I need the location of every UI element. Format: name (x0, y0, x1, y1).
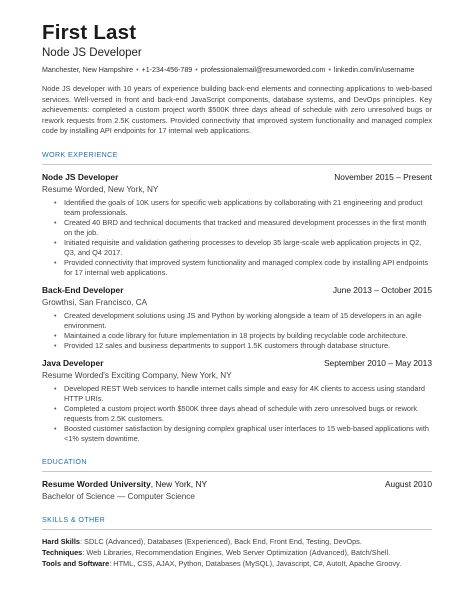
skill-label: Hard Skills (42, 537, 80, 547)
contact-email[interactable]: professionalemail@resumeworded.com (200, 66, 326, 74)
contact-line (42, 66, 432, 75)
skill-value: : Web Libraries, Recommendation Engines, Web Server Optimization (Advanced), Batch/Shell. (82, 547, 391, 557)
contact-location: Manchester, New Hampshire (42, 66, 134, 74)
bullet-item: • Identified the goals of 10K users for specific web applications by collaborating with 21 engineering and product team professionals. (64, 198, 432, 218)
resume-name: First Last (42, 21, 137, 44)
job-header (42, 358, 432, 369)
job-bullets (42, 198, 432, 278)
bullet-item: • Provided 12 sales and business departments to support 1.5K customers through database structure. (64, 341, 432, 351)
education-school: Resume Worded University (42, 478, 151, 489)
education-school-line (42, 479, 207, 490)
skill-value: : SDLC (Advanced), Databases (Experienced), Back End, Front End, Testing, DevOps. (79, 537, 362, 547)
bullet-item: • Developed REST Web services to handle internet calls simple and easy for 4K clients to access using standard HTTP URIs. (64, 384, 432, 404)
bullet-item: • Initiated requisite and validation gathering processes to develop 35 large-scale web application projects in Q2, Q3, and Q4 2017. (64, 238, 432, 258)
contact-separator: • (328, 66, 331, 74)
education-header (42, 479, 432, 490)
section-title-experience: WORK EXPERIENCE (42, 150, 118, 159)
bullet-item: • Created 40 BRD and technical documents that tracked and measured development processes in the first month on the job. (64, 218, 432, 238)
resume-role: Node JS Developer (42, 47, 142, 59)
job-company: Resume Worded's Exciting Company, New York, NY (42, 370, 232, 380)
job-dates: June 2013 – October 2015 (332, 284, 432, 295)
section-title-education: EDUCATION (42, 457, 87, 466)
contact-separator: • (136, 66, 139, 74)
bullet-item: • Provided connectivity that improved system functionality and managed complex code by installing API endpoints for 17 internal web applications. (64, 258, 432, 278)
skill-label: Tools and Software (42, 558, 110, 568)
bullet-item: • Boosted customer satisfaction by designing complex graphical user interfaces to 15 web-based applications with <1% system downtime. (64, 424, 432, 444)
skill-value: : HTML, CSS, AJAX, Python, Databases (MySQL), Javascript, C#, AutoIt, Apache Groovy. (109, 558, 402, 568)
skill-line (42, 548, 432, 559)
summary-paragraph: Node JS developer with 10 years of experience building back-end elements and connecting applications to web-based services. Well-versed in front and back-end JavaScript components, database systems, and DevOps principles. Key achievements: completed a custom project worth $500K three days ahead of schedule with zero unresolved bugs or rework requests from 2.5K customers. Provided connectivity that improved system functionality and managed complex code by installing API endpoints for 17 internal web applications. (42, 84, 432, 136)
job-entry (42, 172, 432, 278)
bullet-item: • Created development solutions using JS and Python by working alongside a team of 15 developers in an agile environment. (64, 311, 432, 331)
education-date: August 2010 (384, 478, 432, 489)
section-divider (42, 164, 432, 165)
skill-line (42, 537, 432, 548)
job-header (42, 172, 432, 183)
job-title: Java Developer (42, 357, 104, 368)
section-divider (42, 529, 432, 530)
job-title: Back-End Developer (42, 284, 124, 295)
job-title: Node JS Developer (42, 171, 119, 182)
skill-line (42, 559, 432, 570)
job-company: Resume Worded, New York, NY (42, 184, 159, 194)
contact-phone: +1-234-456-789 (141, 66, 193, 74)
job-entry (42, 285, 432, 351)
skill-label: Techniques (42, 547, 83, 557)
job-header (42, 285, 432, 296)
bullet-item: • Completed a custom project worth $500K three days ahead of schedule with zero unresolved bugs or rework requests from 2.5K customers. (64, 404, 432, 424)
contact-separator: • (195, 66, 198, 74)
job-dates: November 2015 – Present (334, 171, 432, 182)
section-divider (42, 471, 432, 472)
job-company: Growthsi, San Francisco, CA (42, 297, 148, 307)
job-bullets (42, 384, 432, 444)
job-entry (42, 358, 432, 444)
education-location: , New York, NY (150, 478, 208, 489)
bullet-item: • Maintained a code library for future implementation in 18 projects by building recyclable code architecture. (64, 331, 432, 341)
job-bullets (42, 311, 432, 351)
job-dates: September 2010 – May 2013 (323, 357, 432, 368)
section-title-skills: SKILLS & OTHER (42, 515, 106, 524)
skills-list (42, 537, 432, 569)
contact-linkedin[interactable]: linkedin.com/in/username (333, 66, 415, 74)
education-degree: Bachelor of Science — Computer Science (42, 491, 195, 501)
